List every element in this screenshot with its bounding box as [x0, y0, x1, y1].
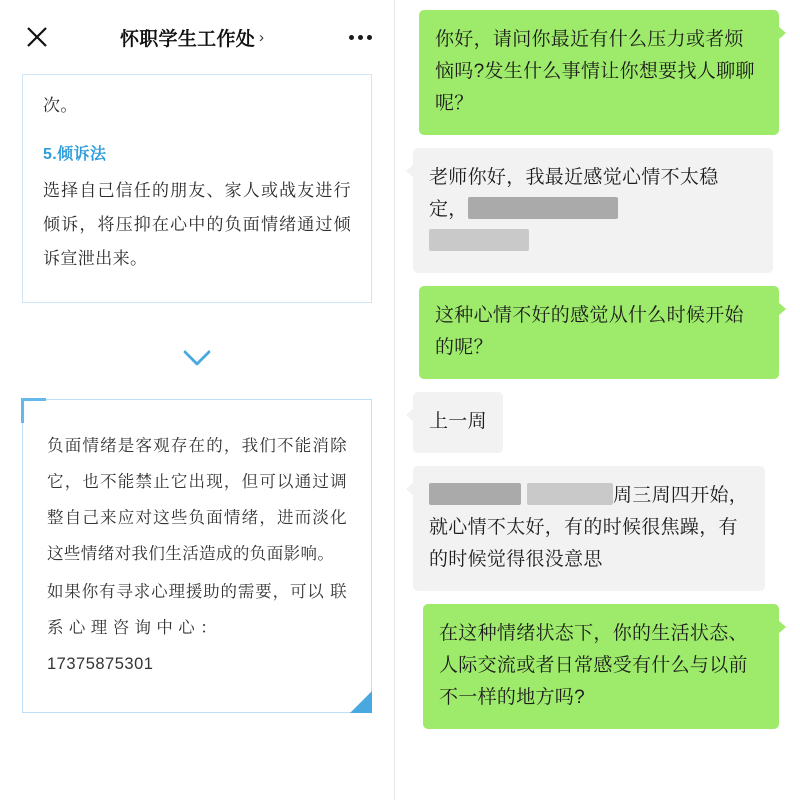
chat-bubble-incoming[interactable]: [413, 466, 765, 591]
chat-message-row: [403, 10, 788, 135]
chat-message-row: [403, 466, 788, 591]
section-body-text: 选择自己信任的朋友、家人或战友进行倾诉，将压抑在心中的负面情绪通过倾诉宣泄出来。: [43, 181, 351, 268]
article-card-secondary: [22, 399, 372, 713]
article-panel: [0, 0, 395, 800]
chat-text: 周三周四开始，就心情不太好，有的时候很焦躁，有的时候觉得很没意思: [429, 485, 749, 570]
redaction-block: [429, 229, 529, 251]
chat-bubble-outgoing[interactable]: 你好，请问你最近有什么压力或者烦恼吗?发生什么事情让你想要找人聊聊呢？: [419, 10, 779, 135]
chevron-down-icon[interactable]: [184, 338, 210, 364]
section-heading: 5.倾诉法: [43, 146, 107, 163]
dot: [349, 35, 354, 40]
chat-bubble-incoming[interactable]: 上一周: [413, 392, 503, 453]
chat-panel[interactable]: [395, 0, 800, 800]
more-dots-icon[interactable]: [338, 35, 372, 40]
chat-message-row: [403, 148, 788, 273]
redaction-block: [429, 483, 521, 505]
dot: [367, 35, 372, 40]
redaction-block: [468, 197, 618, 219]
advice-paragraph-1: 负面情绪是客观存在的，我们不能消除它，也不能禁止它出现，但可以通过调整自己来应对这些负面情绪，进而淡化这些情绪对我们生活造成的负面影响。: [47, 437, 347, 563]
expand-more-button[interactable]: [0, 303, 394, 399]
page-title: 怀职学生工作处: [119, 28, 256, 50]
corner-decoration-icon: [350, 691, 372, 713]
chat-message-row: [403, 604, 788, 729]
chat-text: 老师你好，我最近感觉心情不太稳定，: [429, 167, 719, 220]
chat-bubble-outgoing[interactable]: 这种心情不好的感觉从什么时候开始的呢？: [419, 286, 779, 379]
chevron-right-icon: ›: [259, 28, 265, 46]
chat-bubble-outgoing[interactable]: 在这种情绪状态下，你的生活状态、人际交流或者日常感受有什么与以前不一样的地方吗?: [423, 604, 779, 729]
chat-message-row: [403, 392, 788, 453]
article-card-primary: [22, 74, 372, 303]
article-fragment-text: 次。: [43, 96, 78, 115]
nav-title-group[interactable]: [46, 24, 338, 51]
hotline-number[interactable]: 17375875301: [47, 655, 154, 673]
navigation-bar: [0, 0, 394, 74]
redaction-block: [527, 483, 613, 505]
advice-paragraph-2: 如果你有寻求心理援助的需要，可以 联 系 心 理 咨 询 中 心 ：: [47, 583, 347, 637]
chat-message-row: [403, 286, 788, 379]
dot: [358, 35, 363, 40]
chat-bubble-incoming[interactable]: [413, 148, 773, 273]
